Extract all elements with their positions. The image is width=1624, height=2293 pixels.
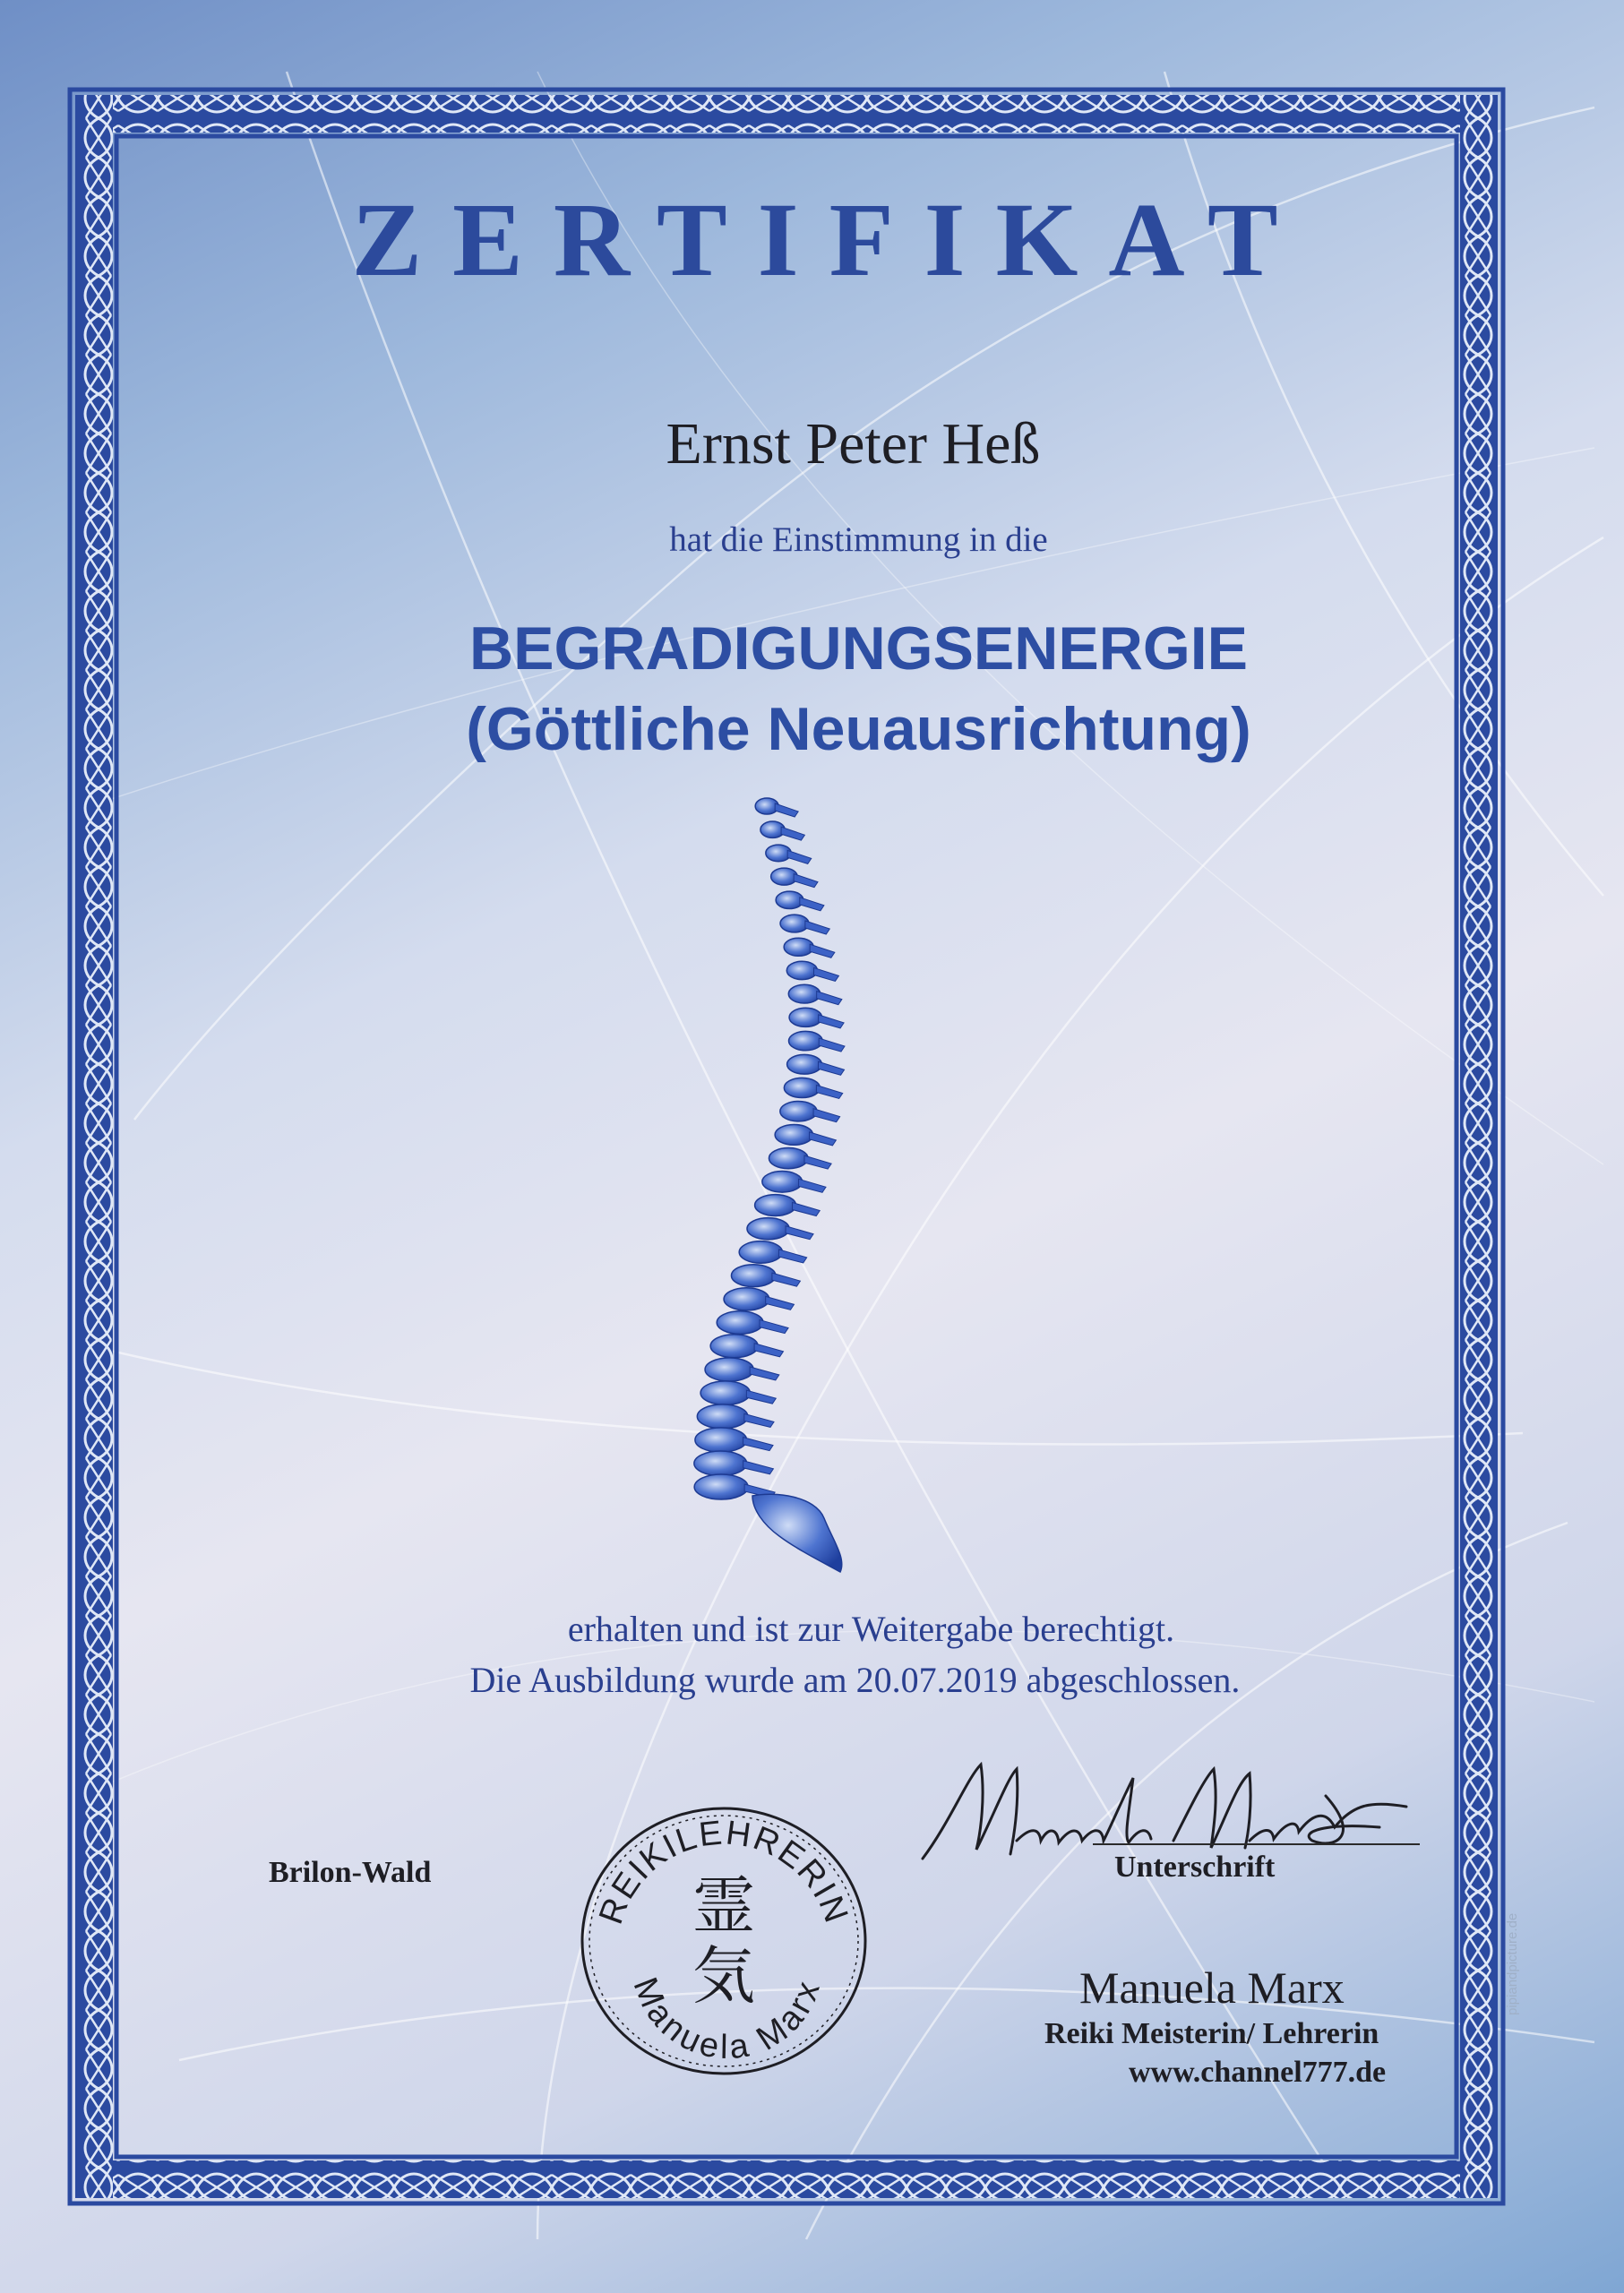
- spine-illustration: [690, 788, 896, 1576]
- signer-website: www.channel777.de: [1129, 2056, 1387, 2089]
- conclusion-line-2: Die Ausbildung wurde am 20.07.2019 abgeschlossen.: [469, 1660, 1241, 1700]
- signature-label: Unterschrift: [1114, 1851, 1276, 1884]
- course-subtitle: (Göttliche Neuausrichtung): [466, 695, 1251, 763]
- signer-role: Reiki Meisterin/ Lehrerin: [1044, 2017, 1379, 2050]
- course-name: BEGRADIGUNGSENERGIE: [469, 614, 1248, 683]
- seal-kanji-top: 霊: [692, 1869, 755, 1943]
- signature-line: [1093, 1843, 1420, 1845]
- signer-name: Manuela Marx: [1079, 1962, 1345, 2013]
- conclusion-line-1: erhalten und ist zur Weitergabe berechtigt.: [567, 1609, 1175, 1649]
- seal-bottom-text: Manuela Marx: [625, 1972, 829, 2067]
- reiki-seal-stamp: [563, 1793, 885, 2080]
- seal-top-text: REIKILEHRERIN: [592, 1814, 855, 1929]
- place-text: Brilon-Wald: [269, 1856, 432, 1889]
- certificate-title: ZERTIFIKAT: [351, 181, 1309, 298]
- recipient-name: Ernst Peter Heß: [666, 411, 1041, 477]
- intro-text: hat die Einstimmung in die: [669, 520, 1048, 559]
- side-credit: pipiandpicture.de: [1505, 1912, 1520, 2015]
- seal-kanji-bottom: 気: [692, 1939, 755, 2013]
